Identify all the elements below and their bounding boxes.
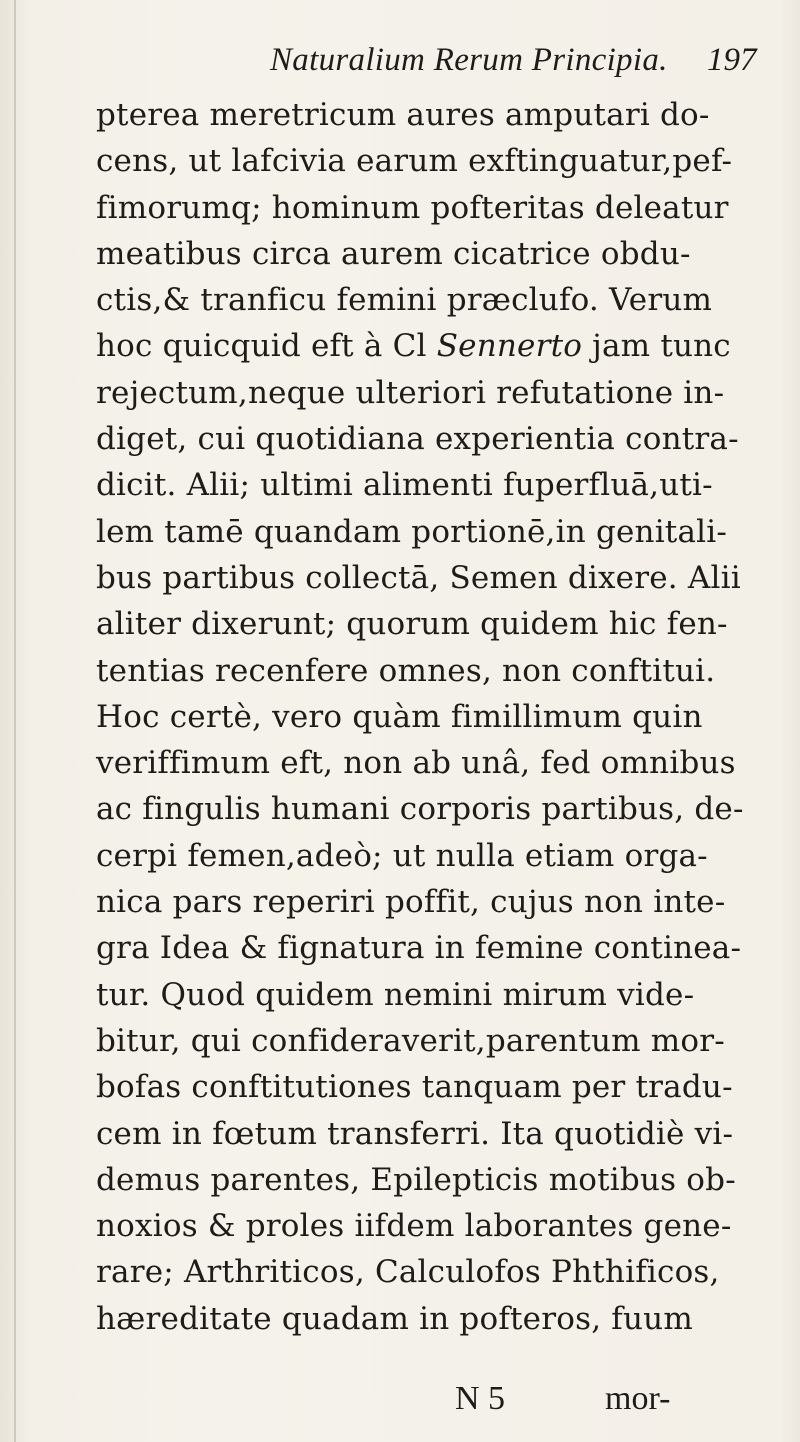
text-line-19: gra Idea & fignatura in femine continea- [96, 930, 742, 967]
text-line-14: Hoc certè, vero quàm fimillimum quin [96, 698, 703, 735]
text-line-20: tur. Quod quidem nemini mirum vide- [96, 976, 695, 1013]
text-line-4: meatibus circa aurem cicatrice obdu- [96, 235, 691, 272]
text-line-6-start: hoc quicquid eft à Cl [96, 328, 437, 365]
body-text [96, 92, 786, 1342]
text-line-25: noxios & proles iifdem laborantes gene- [96, 1208, 732, 1245]
text-line-18: nica pars reperiri poffit, cujus non inte- [96, 884, 726, 921]
text-line-17: cerpi femen,adeò; ut nulla etiam orga- [96, 837, 708, 874]
text-line-9: dicit. Alii; ultimi alimenti fuperfluā,uti- [96, 467, 713, 504]
text-line-1: pterea meretricum aures amputari do- [96, 97, 710, 133]
text-line-16: ac fingulis humani corporis partibus, de- [96, 791, 744, 828]
text-line-21: bitur, qui confideraverit,parentum mor- [96, 1022, 725, 1059]
page-number: 197 [707, 42, 757, 78]
text-line-22: bofas conftitutiones tanquam per tradu- [96, 1069, 733, 1106]
text-line-27: hæreditate quadam in pofteros, fuum [96, 1300, 693, 1337]
text-line-26: rare; Arthriticos, Calculofos Phthificos, [96, 1254, 720, 1291]
gutter-shadow [14, 0, 16, 1442]
text-line-5: ctis,& tranficu femini præclufo. Verum [96, 282, 713, 319]
text-line-3: fimorumq; hominum pofteritas deleatur [96, 189, 729, 226]
text-line-2: cens, ut lafcivia earum exftinguatur,pef- [96, 143, 733, 180]
text-line-11: bus partibus collectā, Semen dixere. Alii [96, 559, 741, 596]
text-line-24: demus parentes, Epilepticis motibus ob- [96, 1161, 736, 1198]
page-footer [0, 1376, 800, 1426]
text-line-7: rejectum,neque ulteriori refutatione in- [96, 374, 725, 411]
text-line-13: tentias recenfere omnes, non conftitui. [96, 652, 716, 689]
page-header [0, 36, 800, 86]
text-line-15: veriffimum eft, non ab unâ, fed omnibus [96, 745, 736, 782]
text-line-6 [96, 323, 786, 369]
author-name-italic: Sennerto [436, 328, 583, 365]
text-line-23: cem in fœtum transferri. Ita quotidiè vi- [96, 1115, 734, 1152]
text-line-6-end: jam tunc [582, 328, 731, 365]
running-head: Naturalium Rerum Principia. [270, 42, 668, 78]
signature-mark: N 5 [455, 1380, 506, 1417]
catchword: mor- [605, 1380, 671, 1417]
text-line-10: lem tamē quandam portionē,in genitali- [96, 513, 728, 550]
text-line-8: diget, cui quotidiana experientia contra- [96, 421, 739, 458]
text-line-12: aliter dixerunt; quorum quidem hic fen- [96, 606, 728, 643]
